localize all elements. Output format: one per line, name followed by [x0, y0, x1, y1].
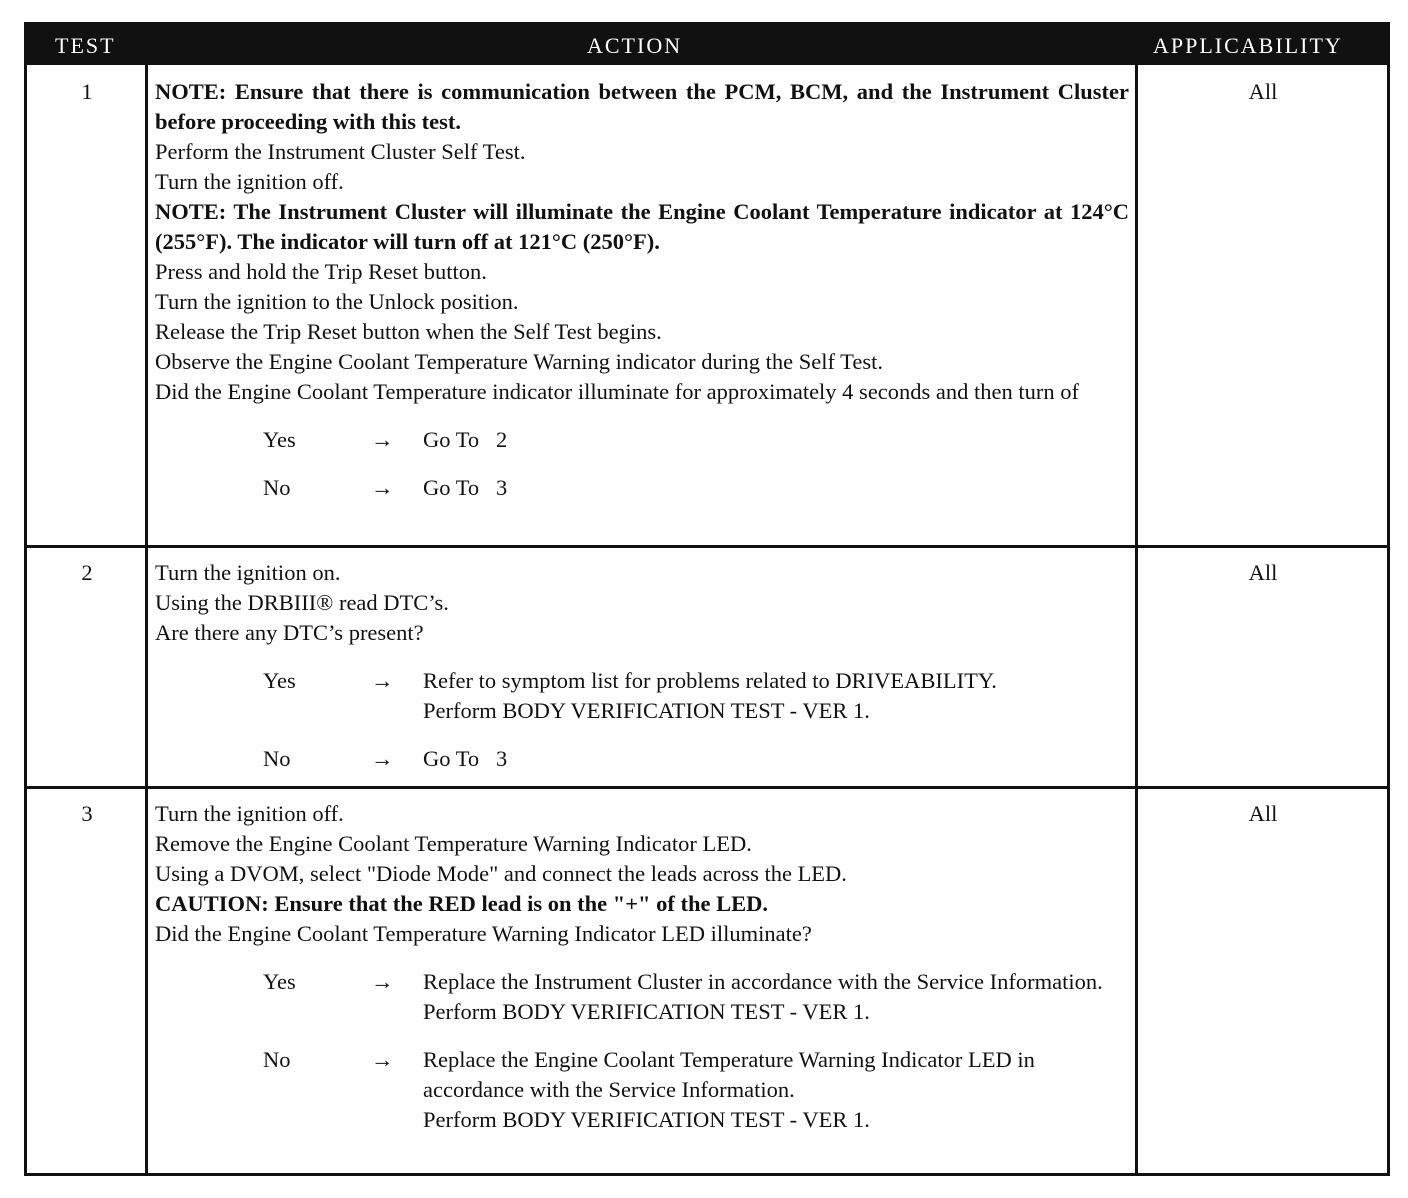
arrow-right-icon: → — [371, 475, 394, 500]
yes-label: Yes — [263, 969, 296, 994]
action-cell — [155, 77, 1129, 503]
yes-response — [155, 425, 1129, 455]
yes-result-line: Perform BODY VERIFICATION TEST - VER 1. — [423, 999, 870, 1024]
arrow-right-icon: → — [371, 427, 394, 452]
arrow-right-icon: → — [371, 746, 394, 771]
no-result-line: Perform BODY VERIFICATION TEST - VER 1. — [423, 1107, 870, 1132]
action-cell — [155, 558, 1129, 774]
no-response — [155, 744, 1129, 774]
yes-result — [423, 967, 1129, 1027]
step-text: Using a DVOM, select "Diode Mode" and connect the leads across the LED. — [155, 861, 847, 886]
yes-result — [423, 666, 1129, 726]
row-divider — [27, 786, 1387, 789]
step-text: Using the DRBIII® read DTC’s. — [155, 590, 449, 615]
yes-response — [155, 666, 1129, 726]
question-text: Are there any DTC’s present? — [155, 620, 424, 645]
note-text: NOTE: The Instrument Cluster will illuminate the Engine Coolant Temperature indicator at 124°C (255°F). The indicator will turn off at 121°C (250°F). — [155, 199, 1129, 254]
header-test: TEST — [55, 33, 116, 58]
no-response — [155, 1045, 1129, 1135]
arrow-right-icon: → — [371, 668, 394, 693]
arrow-right-icon: → — [371, 969, 394, 994]
step-text: Perform the Instrument Cluster Self Test. — [155, 139, 526, 164]
row-divider — [27, 545, 1387, 548]
yes-response — [155, 967, 1129, 1027]
step-text: Observe the Engine Coolant Temperature Warning indicator during the Self Test. — [155, 349, 883, 374]
step-text: Turn the ignition off. — [155, 801, 344, 826]
applicability-value: All — [1248, 801, 1278, 826]
step-text: Turn the ignition off. — [155, 169, 344, 194]
table-header — [27, 25, 1387, 65]
header-action: ACTION — [587, 33, 683, 58]
diagnostic-table — [24, 22, 1390, 1176]
test-number: 2 — [81, 560, 93, 585]
no-result — [423, 1045, 1129, 1135]
header-applicability: APPLICABILITY — [1153, 33, 1343, 58]
step-text: Remove the Engine Coolant Temperature Warning Indicator LED. — [155, 831, 752, 856]
step-text: Release the Trip Reset button when the Self Test begins. — [155, 319, 662, 344]
no-result-line: Replace the Engine Coolant Temperature Warning Indicator LED in accordance with the Service Information. — [423, 1047, 1035, 1102]
note-text: NOTE: Ensure that there is communication between the PCM, BCM, and the Instrument Cluster before proceeding with this test. — [155, 79, 1129, 134]
no-response — [155, 473, 1129, 503]
step-text: Turn the ignition on. — [155, 560, 341, 585]
yes-result-line: Refer to symptom list for problems related to DRIVEABILITY. — [423, 668, 997, 693]
no-label: No — [263, 475, 291, 500]
yes-result: Go To 2 — [423, 427, 508, 452]
yes-result-line: Replace the Instrument Cluster in accordance with the Service Information. — [423, 969, 1103, 994]
no-result: Go To 3 — [423, 746, 508, 771]
question-text: Did the Engine Coolant Temperature indicator illuminate for approximately 4 seconds and then turn of — [155, 379, 1080, 404]
step-text: Turn the ignition to the Unlock position. — [155, 289, 519, 314]
no-label: No — [263, 1047, 291, 1072]
yes-label: Yes — [263, 668, 296, 693]
applicability-value: All — [1248, 560, 1278, 585]
test-number: 3 — [81, 801, 93, 826]
no-result: Go To 3 — [423, 475, 508, 500]
step-text: Press and hold the Trip Reset button. — [155, 259, 487, 284]
arrow-right-icon: → — [371, 1047, 394, 1072]
caution-text: CAUTION: Ensure that the RED lead is on the "+" of the LED. — [155, 891, 769, 916]
column-divider — [145, 65, 148, 1173]
test-number: 1 — [81, 79, 93, 104]
action-cell — [155, 799, 1129, 1135]
column-divider — [1135, 65, 1138, 1173]
yes-label: Yes — [263, 427, 296, 452]
yes-result-line: Perform BODY VERIFICATION TEST - VER 1. — [423, 698, 870, 723]
no-label: No — [263, 746, 291, 771]
applicability-value: All — [1248, 79, 1278, 104]
question-text: Did the Engine Coolant Temperature Warning Indicator LED illuminate? — [155, 921, 812, 946]
